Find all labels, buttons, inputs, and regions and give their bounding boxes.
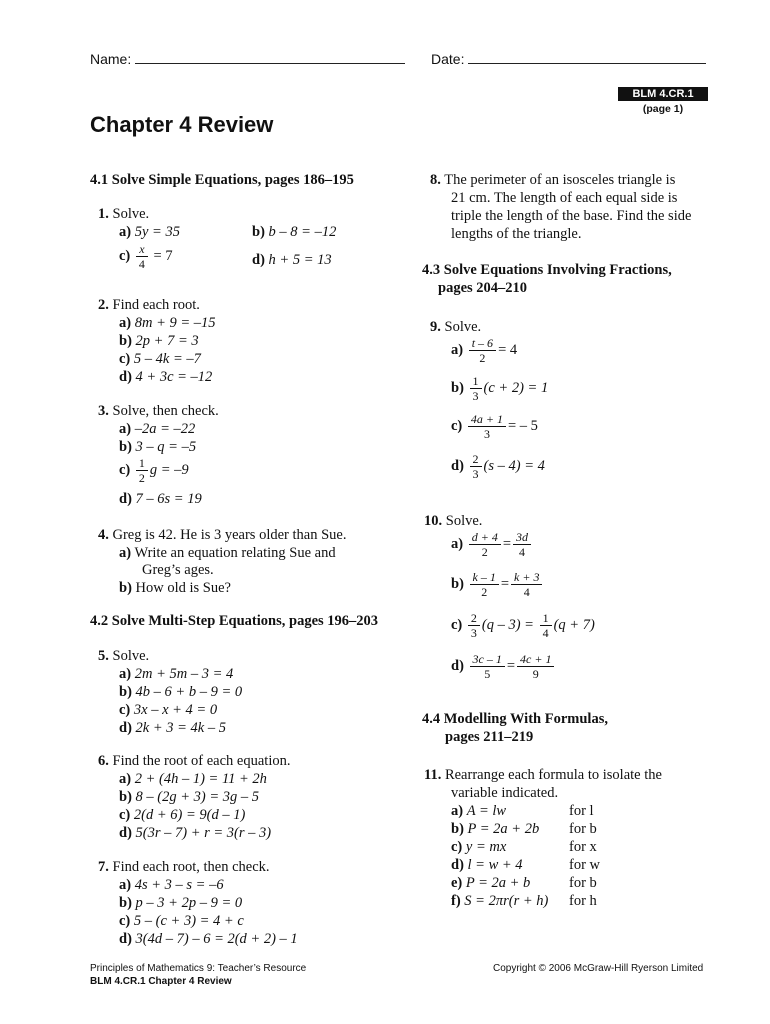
q11-a: a) A = lw — [451, 803, 507, 819]
q2-a: a) 8m + 9 = –15 — [119, 315, 216, 331]
q7-a: a) 4s + 3 – s = –6 — [119, 877, 224, 893]
q4-a-cont: Greg’s ages. — [142, 562, 214, 578]
q7-c: c) 5 – (c + 3) = 4 + c — [119, 913, 244, 929]
q11-b: b) P = 2a + 2b — [451, 821, 540, 837]
q11-d: d) l = w + 4 — [451, 857, 523, 873]
fraction: $\frac{1}{2}$ — [136, 456, 148, 485]
page-label: (page 1) — [642, 103, 684, 115]
date-label: Date: — [431, 51, 465, 67]
fraction: $\frac{1}{3}$ — [470, 374, 482, 403]
question-3: 3. Solve, then check. — [98, 403, 219, 419]
q9-b: b) $\frac{1}{3}$ (c + 2) = 1 — [451, 374, 549, 403]
question-5: 5. Solve. — [98, 648, 150, 664]
q10-d: d) $\frac{3c - 1}{5}$ = $\frac{4c + 1}{9}$ — [451, 652, 556, 681]
q8-line-3: triple the length of the base. Find the side — [451, 208, 692, 224]
footer-course: Principles of Mathematics 9: Teacher’s Resource — [90, 963, 307, 974]
section-4-3-pages: pages 204–210 — [438, 280, 528, 296]
section-4-4-pages: pages 211–219 — [445, 729, 534, 745]
name-field — [90, 51, 405, 67]
question-4: 4. Greg is 42. He is 3 years older than Sue. — [98, 527, 347, 543]
q11-a-for: for l — [569, 803, 594, 819]
fraction: $\frac{3d}{4}$ — [513, 530, 531, 559]
fraction: $\frac{4c + 1}{9}$ — [517, 652, 554, 681]
question-11: 11. Rearrange each formula to isolate the — [424, 767, 662, 783]
question-1: 1. Solve. — [98, 206, 150, 222]
q2-b: b) 2p + 7 = 3 — [119, 333, 199, 349]
q2-d: d) 4 + 3c = –12 — [119, 369, 213, 385]
fraction: $\frac{k - 1}{2}$ — [470, 570, 499, 599]
q8-line-2: 21 cm. The length of each equal side is — [451, 190, 678, 206]
q4-b: b) How old is Sue? — [119, 580, 231, 596]
fraction: $\frac{2}{3}$ — [470, 452, 482, 481]
name-line — [135, 51, 405, 64]
q11-f: f) S = 2πr(r + h) — [451, 893, 549, 909]
q4-a: a) Write an equation relating Sue and — [119, 545, 336, 561]
question-9: 9. Solve. — [430, 319, 482, 335]
q6-b: b) 8 – (2g + 3) = 3g – 5 — [119, 789, 260, 805]
q1-b: b) b – 8 = –12 — [252, 224, 337, 240]
q11-e-for: for b — [569, 875, 597, 891]
blm-badge: BLM 4.CR.1 — [618, 87, 708, 101]
fraction: $\frac{3c - 1}{5}$ — [470, 652, 505, 681]
date-field — [431, 51, 706, 67]
q3-b: b) 3 – q = –5 — [119, 439, 197, 455]
page-title: Chapter 4 Review — [90, 112, 274, 137]
question-10: 10. Solve. — [424, 513, 483, 529]
section-4-1-heading: 4.1 Solve Simple Equations, pages 186–195 — [90, 172, 354, 188]
q3-d: d) 7 – 6s = 19 — [119, 491, 202, 507]
q9-a: a) $\frac{t - 6}{2}$ = 4 — [451, 336, 518, 365]
q3-a: a) –2a = –22 — [119, 421, 196, 437]
q1-c: c) $\frac{x}{4}$ = 7 — [119, 242, 173, 271]
q11-e: e) P = 2a + b — [451, 875, 531, 891]
q1-a: a) 5y = 35 — [119, 224, 180, 240]
q9-c: c) $\frac{4a + 1}{3}$ = – 5 — [451, 412, 538, 441]
q10-b: b) $\frac{k - 1}{2}$ = $\frac{k + 3}{4}$ — [451, 570, 544, 599]
question-8: 8. The perimeter of an isosceles triangle is — [430, 172, 676, 188]
q3-c: c) $\frac{1}{2}$ g = –9 — [119, 456, 189, 485]
q6-d: d) 5(3r – 7) + r = 3(r – 3) — [119, 825, 272, 841]
fraction: $\frac{4a + 1}{3}$ — [468, 412, 506, 441]
date-line — [468, 51, 706, 64]
q5-a: a) 2m + 5m – 3 = 4 — [119, 666, 234, 682]
q6-c: c) 2(d + 6) = 9(d – 1) — [119, 807, 246, 823]
footer-copyright: Copyright © 2006 McGraw-Hill Ryerson Limited — [493, 963, 704, 974]
q8-line-4: lengths of the triangle. — [451, 226, 582, 242]
question-6: 6. Find the root of each equation. — [98, 753, 291, 769]
fraction: $\frac{2}{3}$ — [468, 611, 480, 640]
q11-d-for: for w — [569, 857, 601, 873]
fraction: $\frac{t - 6}{2}$ — [469, 336, 496, 365]
fraction: $\frac{1}{4}$ — [540, 611, 552, 640]
section-4-4-heading: 4.4 Modelling With Formulas, — [422, 711, 608, 727]
q7-d: d) 3(4d – 7) – 6 = 2(d + 2) – 1 — [119, 931, 298, 947]
q10-c: c) $\frac{2}{3}$ (q – 3) = $\frac{1}{4}$ (q + 7) — [451, 611, 595, 640]
fraction: $\frac{d + 4}{2}$ — [469, 530, 501, 559]
q2-c: c) 5 – 4k = –7 — [119, 351, 201, 367]
q9-d: d) $\frac{2}{3}$ (s – 4) = 4 — [451, 452, 545, 481]
fraction: $\frac{x}{4}$ — [136, 242, 148, 271]
q10-a: a) $\frac{d + 4}{2}$ = $\frac{3d}{4}$ — [451, 530, 533, 559]
question-2: 2. Find each root. — [98, 297, 200, 313]
q5-c: c) 3x – x + 4 = 0 — [119, 702, 218, 718]
q6-a: a) 2 + (4h – 1) = 11 + 2h — [119, 771, 267, 787]
q7-b: b) p – 3 + 2p – 9 = 0 — [119, 895, 243, 911]
q1-d: d) h + 5 = 13 — [252, 252, 332, 268]
q11-c-for: for x — [569, 839, 597, 855]
q11-f-for: for h — [569, 893, 597, 909]
q5-b: b) 4b – 6 + b – 9 = 0 — [119, 684, 243, 700]
name-label: Name: — [90, 51, 132, 67]
q5-d: d) 2k + 3 = 4k – 5 — [119, 720, 226, 736]
footer-blm: BLM 4.CR.1 Chapter 4 Review — [90, 976, 232, 987]
q11-line-2: variable indicated. — [451, 785, 559, 801]
q11-c: c) y = mx — [451, 839, 507, 855]
q11-b-for: for b — [569, 821, 597, 837]
question-7: 7. Find each root, then check. — [98, 859, 270, 875]
fraction: $\frac{k + 3}{4}$ — [511, 570, 542, 599]
section-4-2-heading: 4.2 Solve Multi-Step Equations, pages 196–203 — [90, 613, 379, 629]
section-4-3-heading: 4.3 Solve Equations Involving Fractions, — [422, 262, 672, 278]
